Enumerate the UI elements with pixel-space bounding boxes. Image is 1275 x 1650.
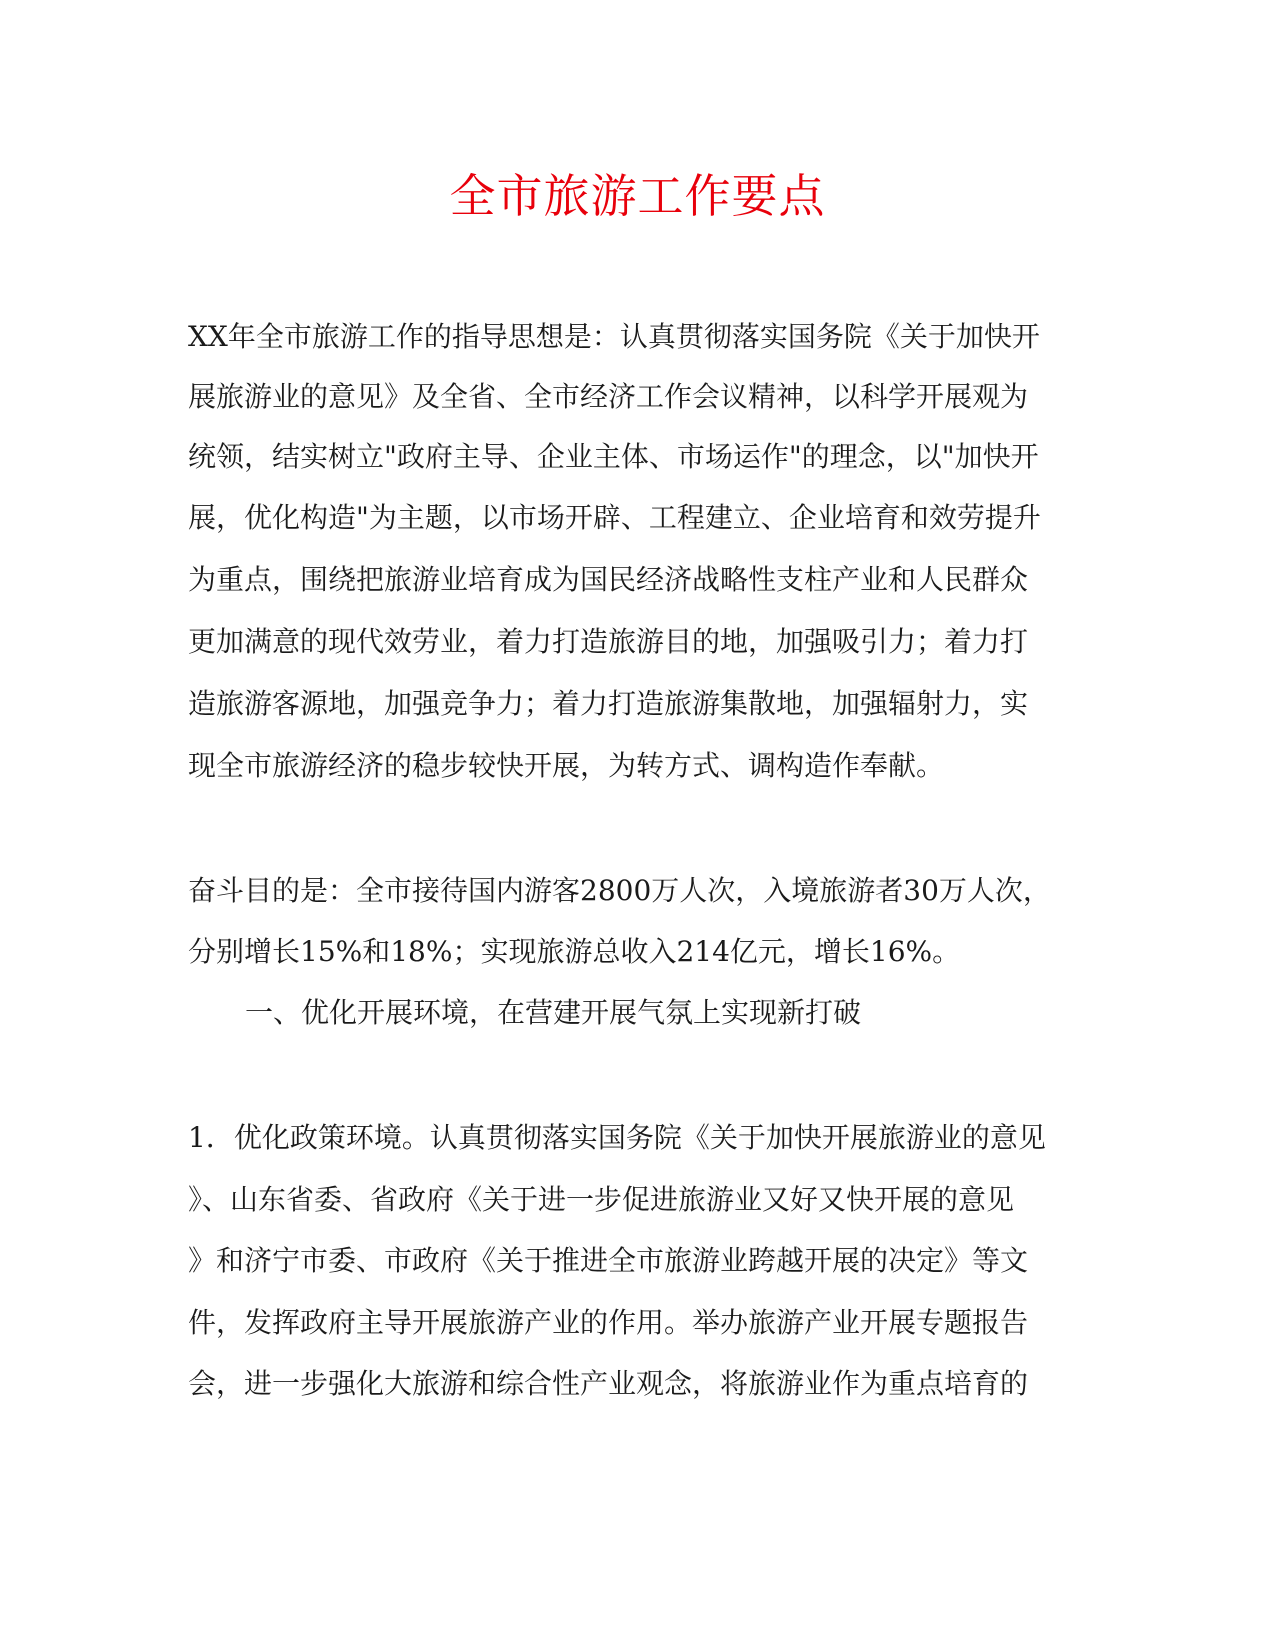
paragraph-line: 为重点，围绕把旅游业培育成为国民经济战略性支柱产业和人民群众 [188,563,1029,596]
paragraph-line: 造旅游客源地，加强竞争力；着力打造旅游集散地，加强辐射力，实 [188,687,1029,720]
document-title: 全市旅游工作要点 [449,169,826,223]
paragraph-line: 分别增长15%和18%；实现旅游总收入214亿元，增长16%。 [188,935,961,968]
paragraph-line: 展旅游业的意见》及全省、全市经济工作会议精神，以科学开展观为 [188,380,1029,413]
paragraph-line: 件，发挥政府主导开展旅游产业的作用。举办旅游产业开展专题报告 [188,1306,1029,1339]
paragraph-line: XX年全市旅游工作的指导思想是：认真贯彻落实国务院《关于加快开 [188,320,1040,353]
paragraph-line: 统领，结实树立"政府主导、企业主体、市场运作"的理念，以"加快开 [188,440,1039,473]
paragraph-line: 奋斗目的是：全市接待国内游客2800万人次，入境旅游者30万人次， [188,874,1051,907]
paragraph-line: 》和济宁市委、市政府《关于推进全市旅游业跨越开展的决定》等文 [188,1244,1029,1277]
paragraph-line: 现全市旅游经济的稳步较快开展，为转方式、调构造作奉献。 [188,749,945,782]
paragraph-line: 更加满意的现代效劳业，着力打造旅游目的地，加强吸引力；着力打 [188,625,1029,658]
paragraph-line: 1．优化政策环境。认真贯彻落实国务院《关于加快开展旅游业的意见 [188,1121,1046,1154]
paragraph-line: 》、山东省委、省政府《关于进一步促进旅游业又好又快开展的意见 [188,1183,1015,1216]
section-heading: 一、优化开展环境，在营建开展气氛上实现新打破 [245,996,862,1029]
paragraph-line: 会，进一步强化大旅游和综合性产业观念，将旅游业作为重点培育的 [188,1367,1029,1400]
paragraph-line: 展，优化构造"为主题，以市场开辟、工程建立、企业培育和效劳提升 [188,501,1041,534]
